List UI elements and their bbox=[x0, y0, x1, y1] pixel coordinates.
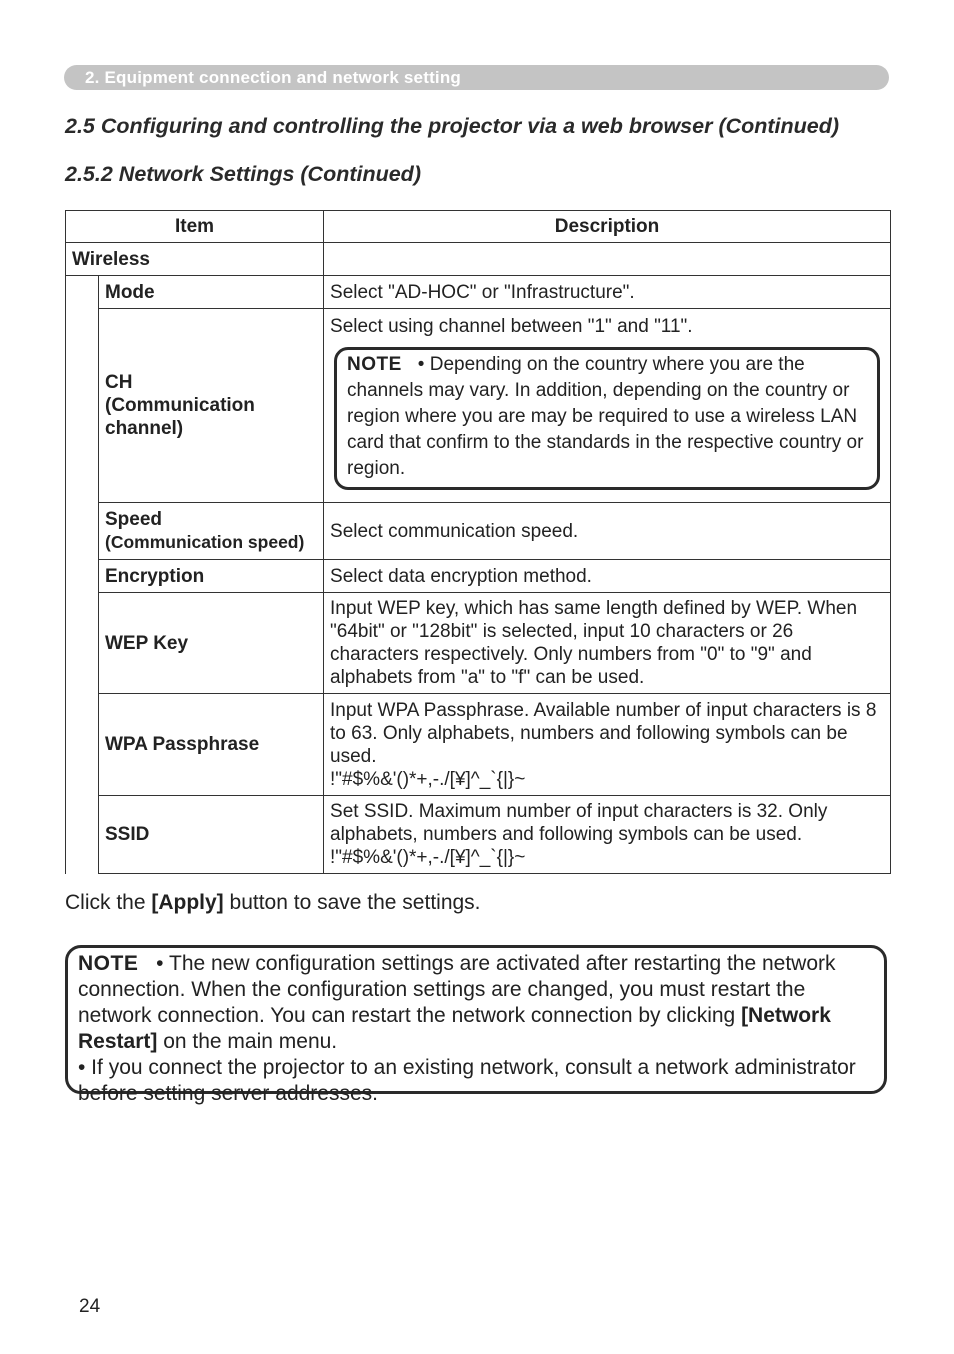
desc-mode: Select "AD-HOC" or "Infrastructure". bbox=[324, 276, 891, 309]
note-box bbox=[65, 945, 887, 1105]
section-label: 2. Equipment connection and network setting bbox=[85, 68, 462, 87]
indent-cell bbox=[66, 276, 99, 874]
note-paragraph-2: • If you connect the projector to an existing network, consult a network administrator before setting server addresses. bbox=[78, 1056, 856, 1105]
column-header-description: Description bbox=[324, 211, 891, 243]
item-wpa-passphrase: WPA Passphrase bbox=[99, 694, 324, 796]
item-speed-line2: (Communication speed) bbox=[105, 532, 305, 552]
item-ch bbox=[99, 309, 324, 503]
desc-wpa-passphrase bbox=[324, 694, 891, 796]
apply-instruction bbox=[65, 891, 481, 915]
item-ch-line3: channel) bbox=[105, 418, 184, 439]
page-subtitle: 2.5.2 Network Settings (Continued) bbox=[65, 162, 421, 186]
item-ch-line2: (Communication bbox=[105, 395, 255, 416]
column-header-item: Item bbox=[66, 211, 324, 243]
item-ssid: SSID bbox=[99, 796, 324, 874]
network-settings-table bbox=[65, 210, 891, 874]
apply-button-reference: [Apply] bbox=[151, 891, 224, 914]
desc-wpa-text: Input WPA Passphrase. Available number of input characters is 8 to 63. Only alphabets, numbers and following symbols can be used. bbox=[330, 699, 877, 767]
group-label-wireless: Wireless bbox=[66, 243, 324, 276]
note-text-1: • The new configuration settings are activated after restarting the network connection. When the configuration settings are changed, you must restart the network connection. You can restart the network connection by clicking bbox=[78, 952, 836, 1027]
table-row-speed bbox=[66, 503, 891, 560]
item-mode: Mode bbox=[99, 276, 324, 309]
desc-ch bbox=[324, 309, 891, 503]
item-speed bbox=[99, 503, 324, 560]
desc-wpa-symbols: !"#$%&'()*+,-./[¥]^_`{|}~ bbox=[330, 768, 526, 790]
network-restart-reference: [Network Restart] bbox=[78, 1004, 831, 1053]
table-row-ch bbox=[66, 309, 891, 503]
group-desc-empty bbox=[324, 243, 891, 276]
page-number: 24 bbox=[79, 1296, 101, 1317]
desc-encryption: Select data encryption method. bbox=[324, 560, 891, 593]
note-text-2: on the main menu. bbox=[157, 1030, 338, 1053]
desc-ssid bbox=[324, 796, 891, 874]
ch-note-label: NOTE bbox=[347, 354, 402, 375]
item-ch-line1: CH bbox=[105, 372, 133, 393]
table-header-row bbox=[66, 211, 891, 243]
desc-ssid-text: Set SSID. Maximum number of input characters is 32. Only alphabets, numbers and following symbols can be used. bbox=[330, 801, 828, 845]
desc-ch-text: Select using channel between "1" and "11". bbox=[330, 316, 693, 337]
item-speed-line1: Speed bbox=[105, 509, 163, 530]
table-row-ssid bbox=[66, 796, 891, 874]
table-row-wep bbox=[66, 593, 891, 694]
table-row-encryption bbox=[66, 560, 891, 593]
item-encryption: Encryption bbox=[99, 560, 324, 593]
desc-ssid-symbols: !"#$%&'()*+,-./[¥]^_`{|}~ bbox=[330, 847, 526, 868]
table-row-wpa bbox=[66, 694, 891, 796]
note-label: NOTE bbox=[78, 952, 139, 975]
desc-wep-key: Input WEP key, which has same length defined by WEP. When "64bit" or "128bit" is selected, input 10 characters or 26 characters respectively. Only numbers from "0" to "9" and alphabets from "a" to "f" can be used. bbox=[324, 593, 891, 694]
apply-text-after: button to save the settings. bbox=[223, 891, 481, 914]
ch-note-text: • Depending on the country where you are the channels may vary. In addition, depending on the country or region where you are may be required to use a wireless LAN card that confirm to the standards in the respective country or region. bbox=[347, 354, 864, 479]
page-title: 2.5 Configuring and controlling the projector via a web browser (Continued) bbox=[65, 114, 840, 138]
item-wep-key: WEP Key bbox=[99, 593, 324, 694]
section-header-bar bbox=[64, 65, 889, 90]
table-row-wireless bbox=[66, 243, 891, 276]
desc-speed: Select communication speed. bbox=[324, 503, 891, 560]
apply-text-before: Click the bbox=[65, 891, 152, 914]
table-row-mode bbox=[66, 276, 891, 309]
ch-note-box bbox=[334, 347, 880, 490]
note-paragraph-1 bbox=[78, 951, 874, 1055]
